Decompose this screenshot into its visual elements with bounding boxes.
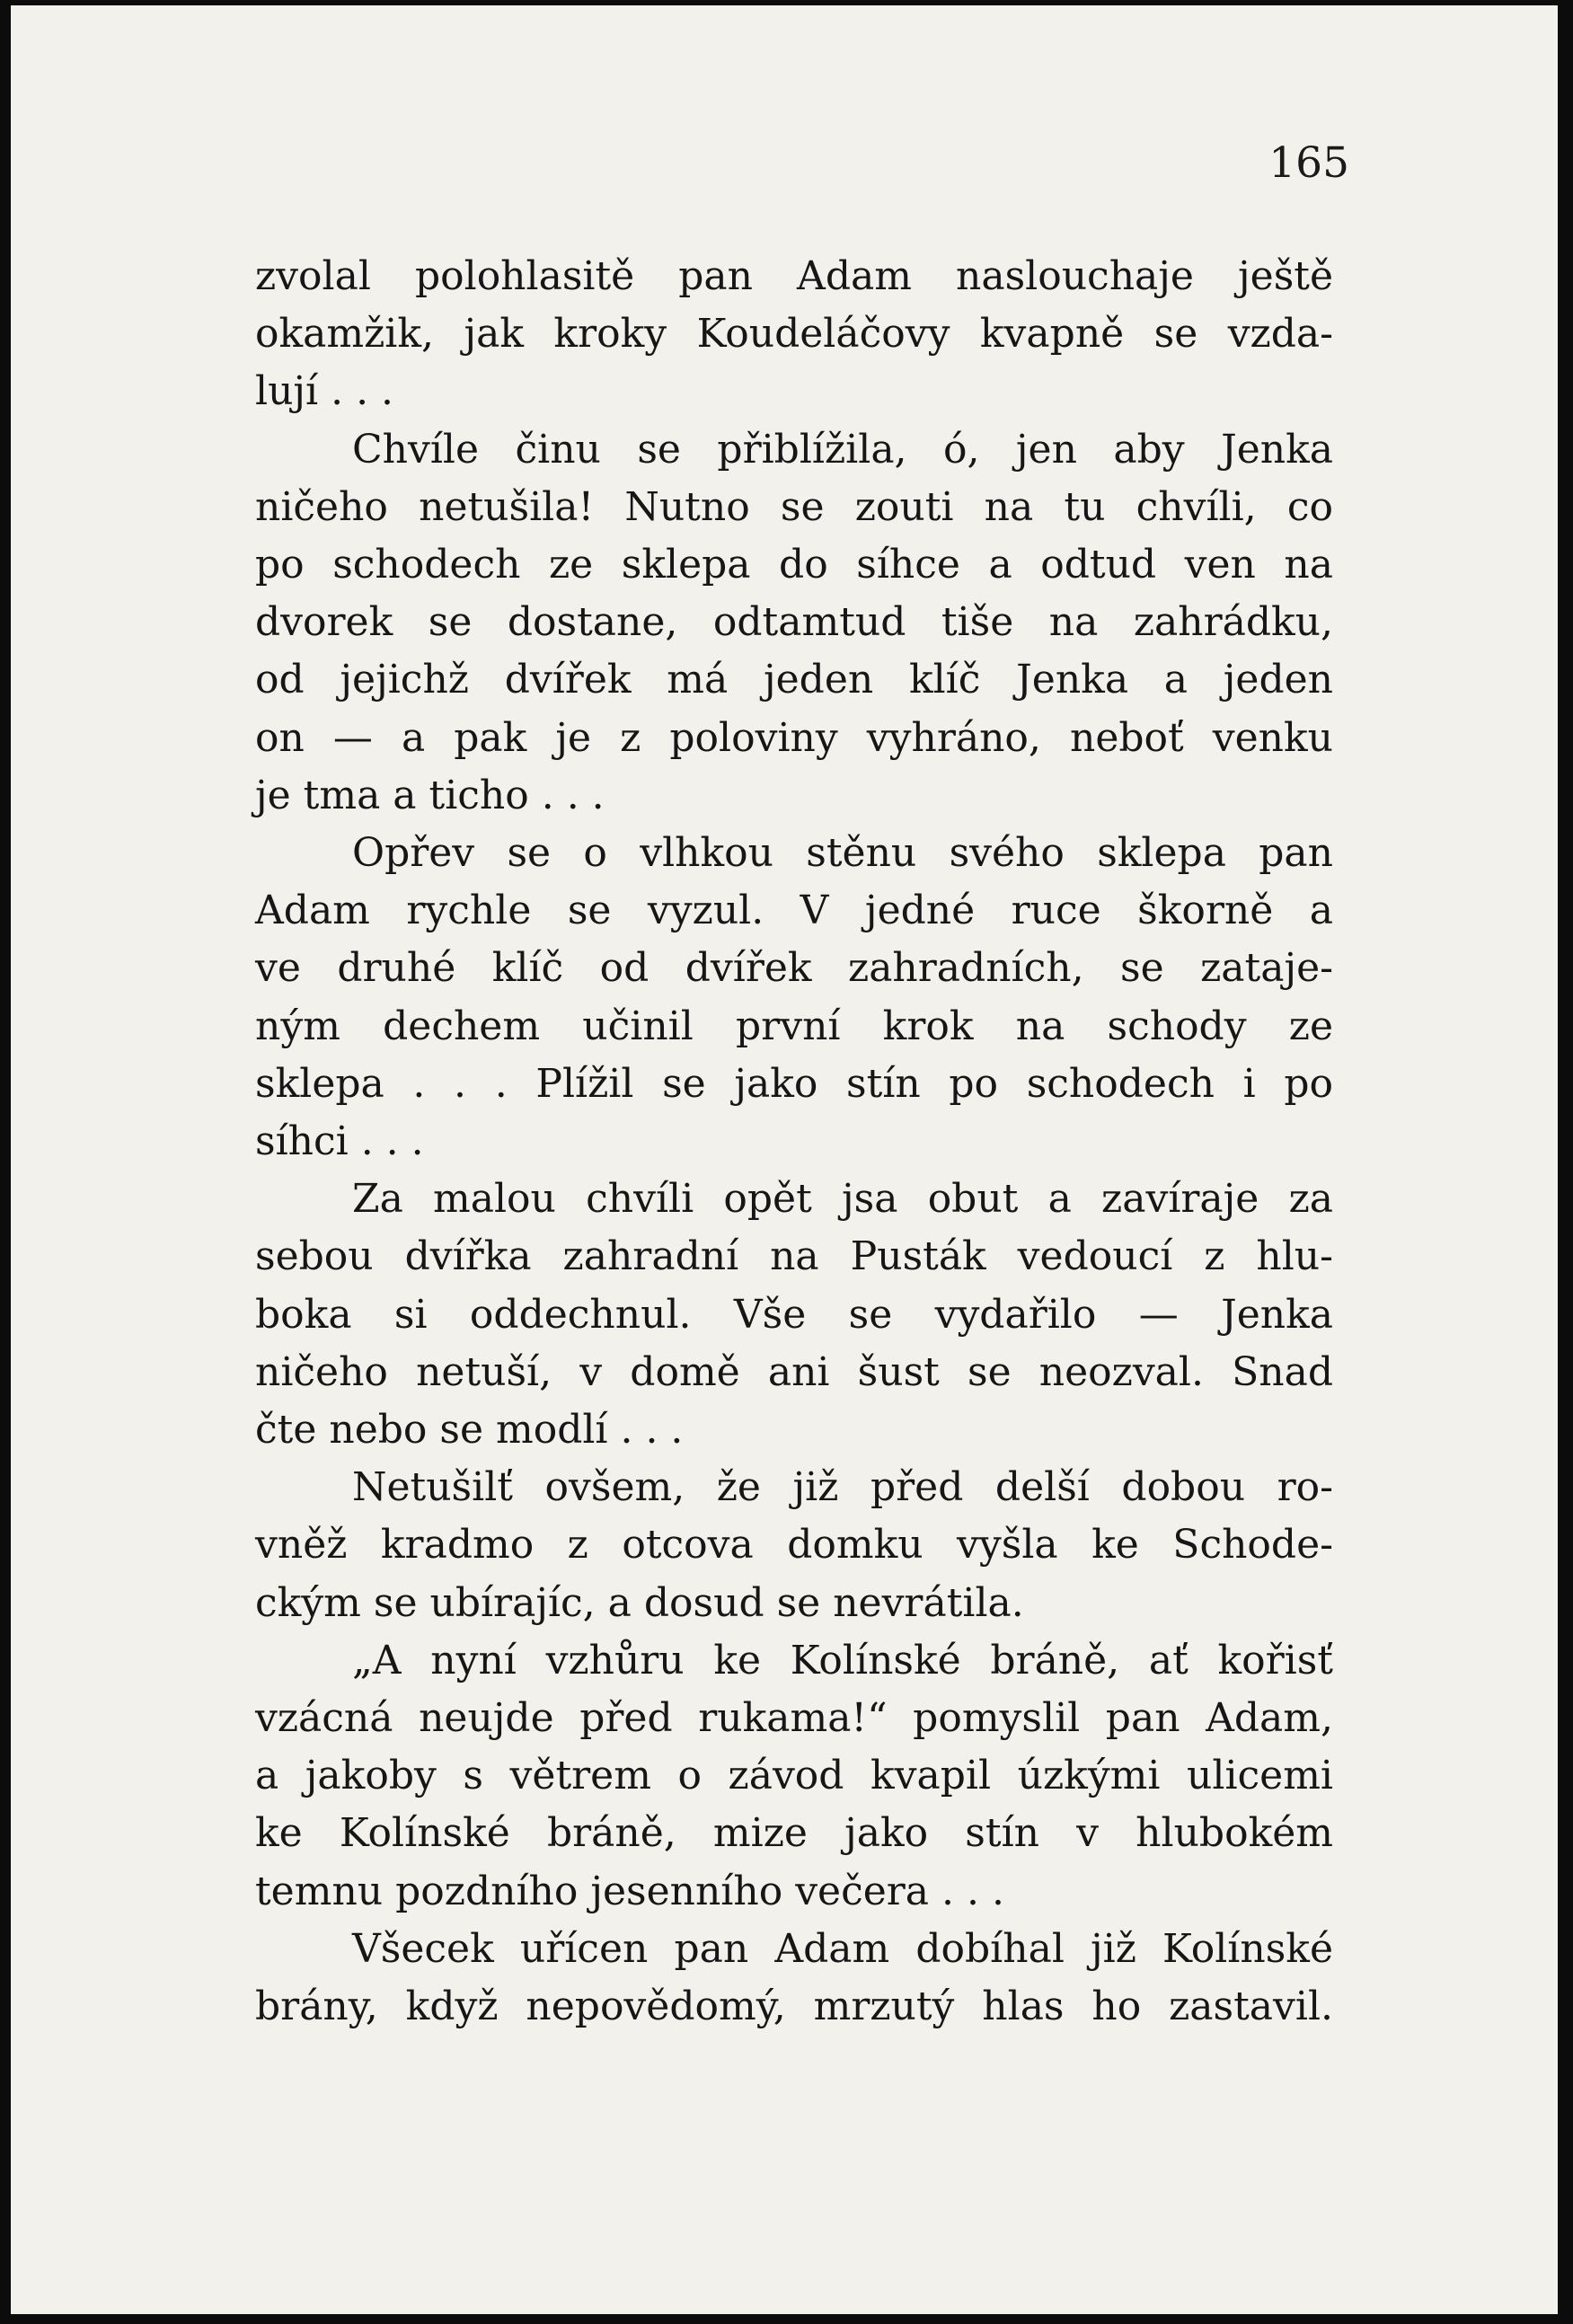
text-line: Za malou chvíli opět jsa obut a zavíraje za [352,1176,1333,1223]
text-line: lují . . . [255,368,394,415]
text-line: boka si oddechnul. Vše se vydařilo — Jenka [255,1291,1333,1338]
text-line: Netušilť ovšem, že již před delší dobou ro- [352,1464,1333,1511]
text-line: a jakoby s větrem o závod kvapil úzkými ulicemi [255,1753,1333,1799]
text-line: ve druhé klíč od dvířek zahradních, se zataje- [255,945,1333,992]
text-line: ničeho netuší, v domě ani šust se neozval. Snad [255,1348,1333,1395]
text-line: čte nebo se modlí . . . [255,1407,684,1453]
text-line: vněž kradmo z otcova domku vyšla ke Schode- [255,1522,1333,1568]
text-line: sklepa . . . Plížil se jako stín po schodech i po [255,1060,1333,1107]
text-line: je tma a ticho . . . [255,772,605,818]
text-line: ckým se ubírajíc, a dosud se nevrátila. [255,1579,1024,1626]
text-line: Opřev se o vlhkou stěnu svého sklepa pan [352,830,1333,876]
page-number: 165 [1268,138,1349,188]
text-line: ným dechem učinil první krok na schody ze [255,1003,1333,1049]
text-line: Adam rychle se vyzul. V jedné ruce škorně a [255,888,1333,934]
text-line: okamžik, jak kroky Koudeláčovy kvapně se vzda- [255,311,1333,358]
text-line: temnu pozdního jesenního večera . . . [255,1868,1004,1914]
text-line: brány, když nepovědomý, mrzutý hlas ho zastavil. [255,1984,1333,2029]
text-line: Všecek uřícen pan Adam dobíhal již Kolínské [352,1925,1333,1972]
text-line: od jejichž dvířek má jeden klíč Jenka a jeden [255,657,1333,703]
text-line: Chvíle činu se přiblížila, ó, jen aby Jenka [352,426,1333,473]
text-line: po schodech ze sklepa do síhce a odtud ven na [255,542,1333,588]
text-line: vzácná neujde před rukama!“ pomyslil pan Adam, [255,1695,1333,1741]
text-line: zvolal polohlasitě pan Adam naslouchaje ještě [255,253,1333,299]
text-line: dvorek se dostane, odtamtud tiše na zahrádku, [255,599,1333,646]
text-line: síhci . . . [255,1118,424,1164]
text-line: sebou dvířka zahradní na Pusták vedoucí z hlu- [255,1233,1333,1280]
text-line: ničeho netušila! Nutno se zouti na tu chvíli, co [255,483,1333,530]
text-line: on — a pak je z poloviny vyhráno, neboť venku [255,714,1333,761]
text-line: ke Kolínské bráně, mize jako stín v hlubokém [255,1810,1333,1857]
book-page [11,5,1558,2314]
text-line: „A nyní vzhůru ke Kolínské bráně, ať kořisť [352,1637,1333,1683]
